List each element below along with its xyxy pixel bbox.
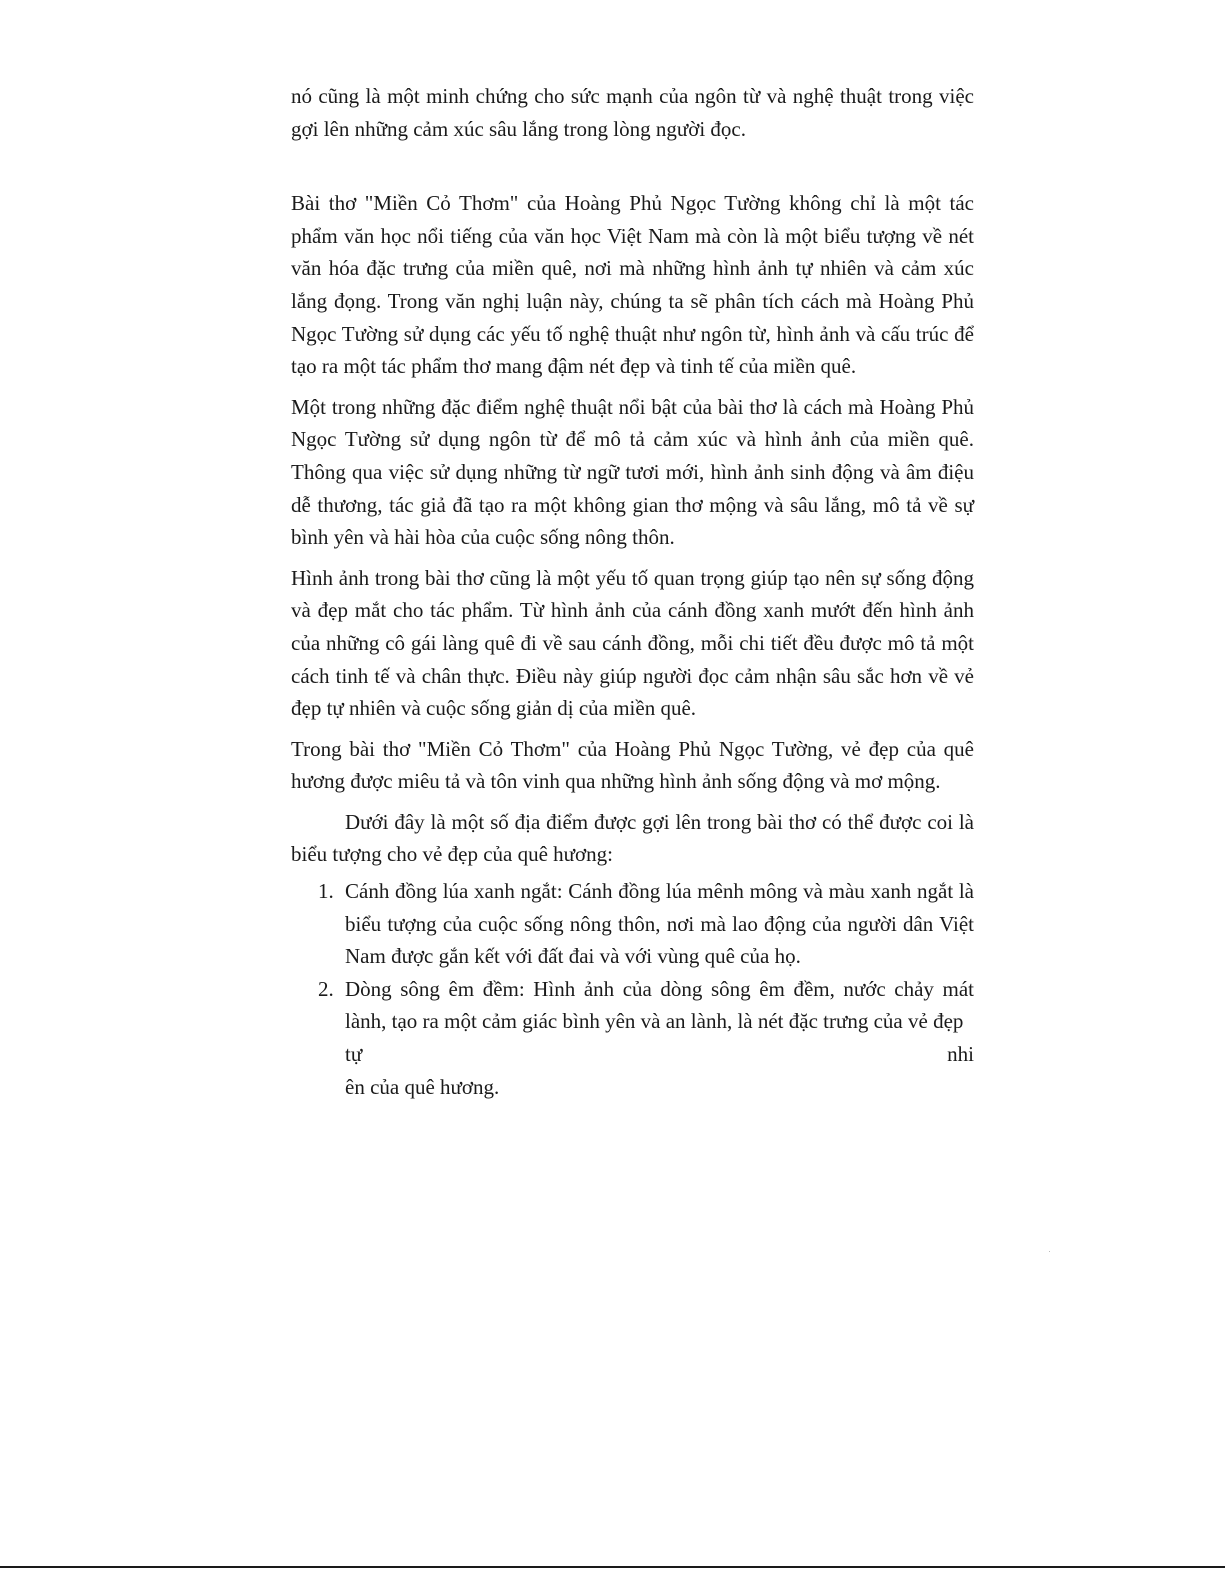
numbered-list (291, 875, 974, 1103)
list-item-broken-line (345, 1038, 974, 1071)
list-item-number: 1. (318, 879, 334, 904)
intro-line-1: nó cũng là một minh chứng cho sức mạnh của ngôn từ và nghệ thuật trong việc (291, 84, 974, 108)
paragraph-1: Bài thơ "Miền Cỏ Thơm" của Hoàng Phủ Ngọc Tường không chỉ là một tác phẩm văn học nổi tiếng của văn học Việt Nam mà còn là một biểu tượng về nét văn hóa đặc trưng của miền quê, nơi mà những hình ảnh tự nhiên và cảm xúc lắng đọng. Trong văn nghị luận này, chúng ta sẽ phân tích cách mà Hoàng Phủ Ngọc Tường sử dụng các yếu tố nghệ thuật như ngôn từ, hình ảnh và cấu trúc để tạo ra một tác phẩm thơ mang đậm nét đẹp và tinh tế của miền quê. (291, 191, 974, 379)
list-item-text: Dòng sông êm đềm: Hình ảnh của dòng sông êm đềm, nước chảy mát lành, tạo ra một cảm giác bình yên và an lành, là nét đặc trưng của vẻ đẹp (345, 976, 974, 1034)
list-item-fragment-left: tự (345, 1042, 363, 1067)
list-item-text: Cánh đồng lúa xanh ngắt: Cánh đồng lúa mênh mông và màu xanh ngắt là biểu tượng của cuộc sống nông thôn, nơi mà lao động của người dân Việt Nam được gắn kết với đất đai và với vùng quê của họ. (345, 879, 974, 969)
list-item-fragment-right: nhi (947, 1042, 974, 1067)
paragraph-4: Trong bài thơ "Miền Cỏ Thơm" của Hoàng Phủ Ngọc Tường, vẻ đẹp của quê hương được miêu tả và tôn vinh qua những hình ảnh sống động và mơ mộng. (291, 736, 974, 794)
document-body (291, 80, 974, 1103)
paragraph-5: Dưới đây là một số địa điểm được gợi lên trong bài thơ có thể được coi là biểu tượng cho vẻ đẹp của quê hương: (291, 809, 974, 867)
list-item (291, 973, 974, 1103)
scan-speck (1049, 1251, 1050, 1252)
intro-paragraph (291, 80, 974, 145)
list-item-tail: ên của quê hương. (345, 1074, 500, 1099)
paragraph-3: Hình ảnh trong bài thơ cũng là một yếu tố quan trọng giúp tạo nên sự sống động và đẹp mắt cho tác phẩm. Từ hình ảnh của cánh đồng xanh mướt đến hình ảnh của những cô gái làng quê đi về sau cánh đồng, mỗi chi tiết đều được mô tả một cách tinh tế và chân thực. Điều này giúp người đọc cảm nhận sâu sắc hơn về vẻ đẹp tự nhiên và cuộc sống giản dị của miền quê. (291, 565, 974, 721)
paragraph-2: Một trong những đặc điểm nghệ thuật nổi bật của bài thơ là cách mà Hoàng Phủ Ngọc Tường sử dụng ngôn từ để mô tả cảm xúc và hình ảnh của miền quê. Thông qua việc sử dụng những từ ngữ tươi mới, hình ảnh sinh động và âm điệu dễ thương, tác giả đã tạo ra một không gian thơ mộng và sâu lắng, mô tả về sự bình yên và hài hòa của cuộc sống nông thôn. (291, 394, 974, 550)
list-item (291, 875, 974, 973)
page-bottom-edge (0, 1566, 1225, 1568)
intro-line-2: gợi lên những cảm xúc sâu lắng trong lòng người đọc. (291, 116, 746, 141)
list-item-number: 2. (318, 976, 334, 1001)
